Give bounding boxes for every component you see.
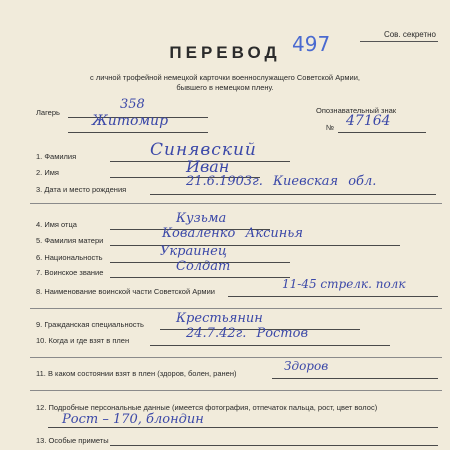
field-father-label: 4. Имя отца	[36, 220, 77, 229]
camp-city: Житомир	[92, 113, 169, 129]
field-nationality-value: Украинец	[160, 244, 227, 259]
field-details-line	[48, 427, 438, 428]
section-divider-3	[30, 357, 442, 358]
field-unit-value: 11-45 стрелк. полк	[282, 277, 406, 291]
ident-prefix: №	[326, 123, 335, 132]
camp-number: 358	[120, 97, 145, 112]
field-birth-value: 21.6.1903г. Киевская обл.	[186, 174, 377, 189]
field-captured-line	[150, 345, 390, 346]
ident-label: Опознавательный знак	[316, 106, 397, 115]
field-name-label: 2. Имя	[36, 168, 59, 177]
field-mother-value: Коваленко Аксинья	[162, 226, 303, 241]
ident-value: 47164	[346, 113, 391, 129]
handwritten-file-number: 497	[292, 32, 331, 56]
field-captured-value: 24.7.42г. Ростов	[186, 326, 309, 341]
field-rank-line	[110, 277, 290, 278]
field-condition-label: 11. В каком состоянии взят в плен (здоров, болен, ранен)	[36, 369, 237, 378]
camp-label: Лагерь	[36, 108, 60, 117]
field-rank-label: 7. Воинское звание	[36, 268, 104, 277]
section-divider-2	[30, 308, 442, 309]
classification-underline	[360, 41, 438, 42]
field-mother-label: 5. Фамилия матери	[36, 236, 104, 245]
field-profession-value: Крестьянин	[176, 311, 263, 326]
field-unit-line	[228, 296, 438, 297]
field-details-label: 12. Подробные персональные данные (имеется фотография, отпечаток пальца, рост, цвет волос)	[36, 403, 378, 412]
field-surname-label: 1. Фамилия	[36, 152, 77, 161]
camp-city-line	[68, 132, 208, 133]
field-nationality-label: 6. Национальность	[36, 253, 103, 262]
field-details-value: Рост – 170, блондин	[62, 412, 204, 427]
page-title: ПЕРЕВОД	[169, 43, 281, 62]
field-rank-value: Солдат	[176, 259, 231, 274]
field-marks-label: 13. Особые приметы	[36, 436, 109, 445]
field-surname-value: Синявский	[150, 140, 257, 160]
field-unit-label: 8. Наименование воинской части Советской Армии	[36, 287, 215, 296]
section-divider-1	[30, 203, 442, 204]
field-marks-line	[110, 445, 438, 446]
field-profession-label: 9. Гражданская специальность	[36, 320, 144, 329]
subtitle-line-2: бывшего в немецком плену.	[176, 83, 274, 92]
field-mother-line	[110, 245, 400, 246]
field-birth-line	[150, 194, 436, 195]
field-birth-label: 3. Дата и место рождения	[36, 185, 127, 194]
field-name-value: Иван	[186, 157, 230, 176]
field-condition-value: Здоров	[284, 359, 329, 373]
subtitle-line-1: с личной трофейной немецкой карточки военнослужащего Советской Армии,	[89, 73, 361, 82]
ident-line	[338, 132, 426, 133]
secret-classification: Сов. секретно	[383, 30, 436, 39]
section-divider-4	[30, 390, 442, 391]
field-condition-line	[272, 378, 438, 379]
field-captured-label: 10. Когда и где взят в плен	[36, 336, 130, 345]
field-father-value: Кузьма	[176, 211, 227, 226]
